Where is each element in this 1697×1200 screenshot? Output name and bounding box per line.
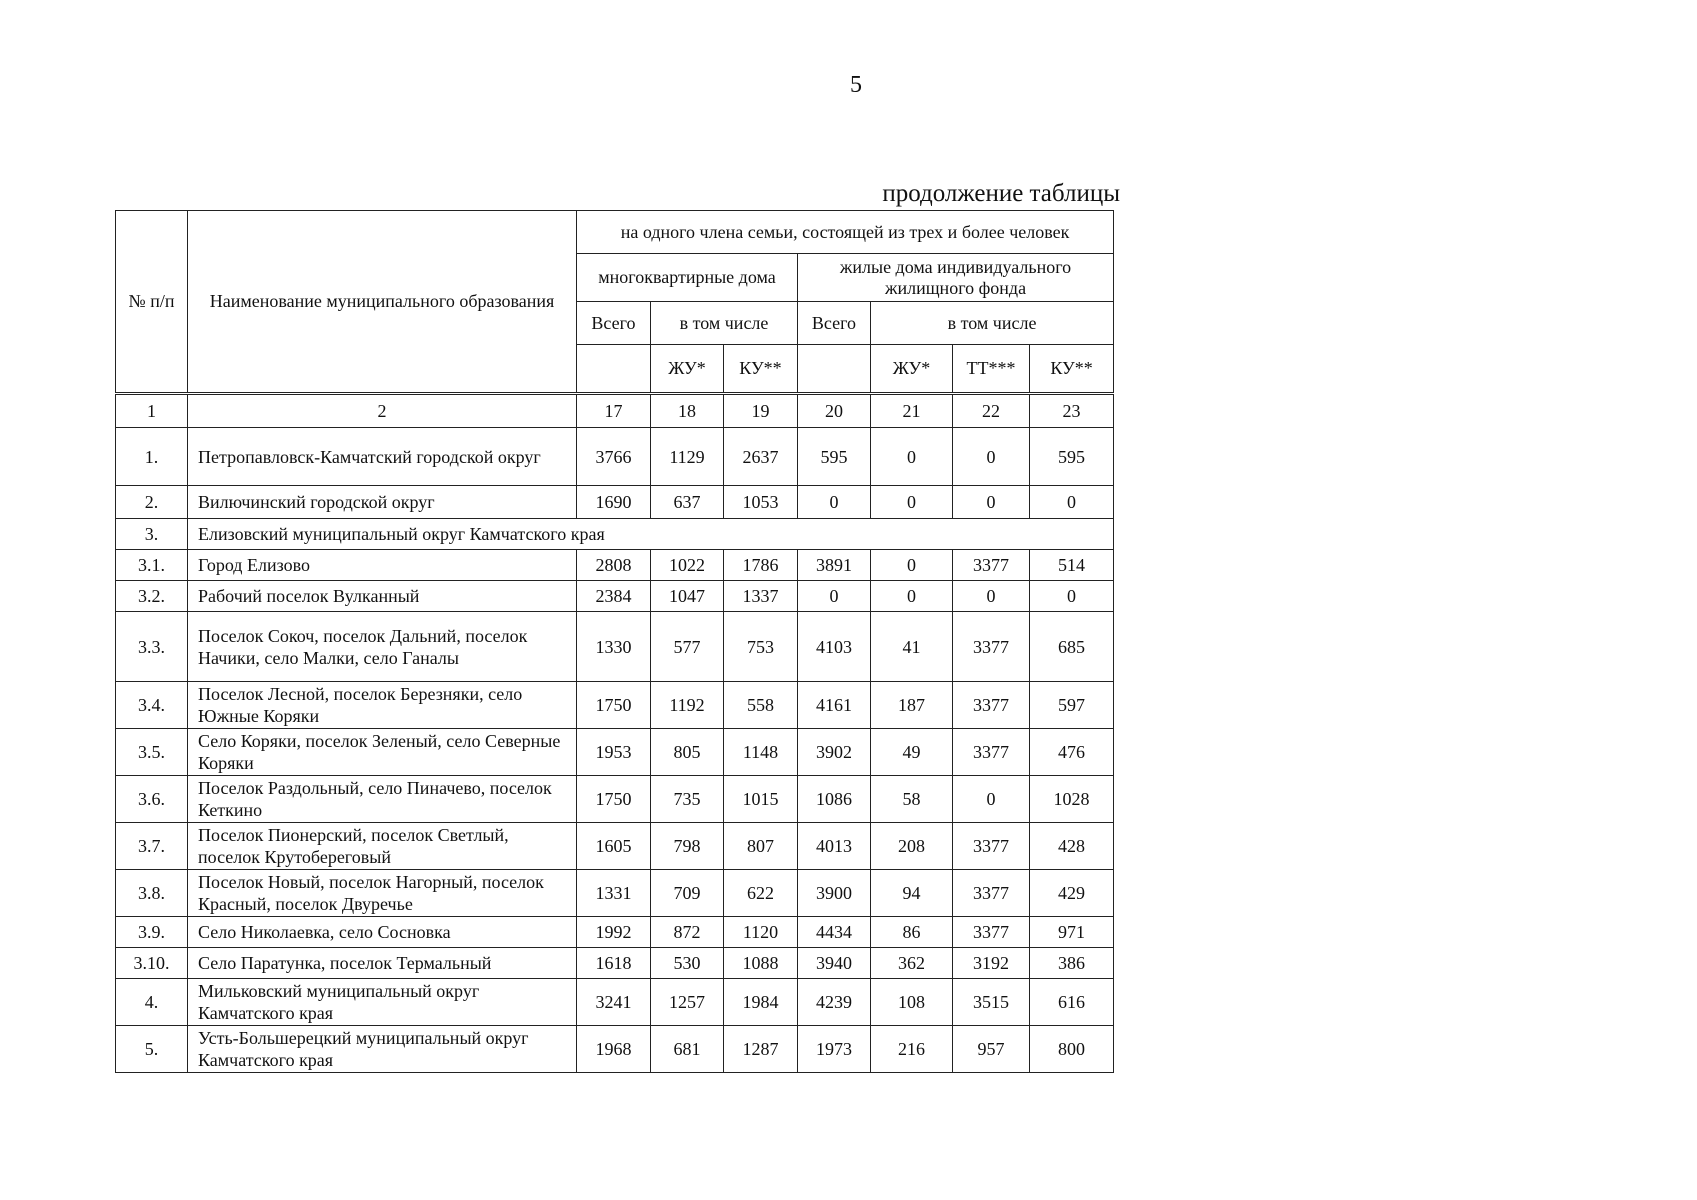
row-number: 3.8. [116,870,188,917]
row-number: 2. [116,486,188,519]
column-number: 20 [798,395,871,428]
value-cell: 0 [953,486,1030,519]
municipality-name: Село Коряки, поселок Зеленый, село Северные Коряки [188,729,577,776]
value-cell: 2384 [577,581,651,612]
value-cell: 3900 [798,870,871,917]
value-cell: 957 [953,1026,1030,1073]
municipality-name: Село Паратунка, поселок Термальный [188,948,577,979]
value-cell: 187 [871,682,953,729]
municipality-name: Поселок Раздольный, село Пиначево, поселок Кеткино [188,776,577,823]
value-cell: 514 [1030,550,1114,581]
value-cell: 616 [1030,979,1114,1026]
value-cell: 1330 [577,612,651,682]
value-cell: 1287 [724,1026,798,1073]
value-cell: 108 [871,979,953,1026]
value-cell: 1129 [651,428,724,486]
value-cell: 1786 [724,550,798,581]
value-cell: 94 [871,870,953,917]
municipality-name: Поселок Лесной, поселок Березняки, село Южные Коряки [188,682,577,729]
value-cell: 1047 [651,581,724,612]
table-row [116,917,1114,948]
header-ind-total: Всего [798,302,871,345]
value-cell: 1750 [577,682,651,729]
row-number: 3.2. [116,581,188,612]
value-cell: 807 [724,823,798,870]
value-cell: 3902 [798,729,871,776]
value-cell: 0 [871,550,953,581]
value-cell: 1192 [651,682,724,729]
value-cell: 476 [1030,729,1114,776]
municipality-name: Село Николаевка, село Сосновка [188,917,577,948]
table-row [116,581,1114,612]
value-cell: 558 [724,682,798,729]
value-cell: 1618 [577,948,651,979]
value-cell: 637 [651,486,724,519]
value-cell: 4013 [798,823,871,870]
column-number: 21 [871,395,953,428]
value-cell: 3241 [577,979,651,1026]
value-cell: 1331 [577,870,651,917]
value-cell: 685 [1030,612,1114,682]
value-cell: 1690 [577,486,651,519]
value-cell: 0 [798,581,871,612]
municipality-name: Петропавловск-Камчатский городской округ [188,428,577,486]
value-cell: 1120 [724,917,798,948]
value-cell: 2808 [577,550,651,581]
value-cell: 4103 [798,612,871,682]
value-cell: 1148 [724,729,798,776]
value-cell: 595 [1030,428,1114,486]
municipality-name: Город Елизово [188,550,577,581]
header-apt-zhu: ЖУ* [651,345,724,393]
data-table [115,394,1114,1073]
table-row [116,486,1114,519]
value-cell: 3377 [953,550,1030,581]
value-cell: 216 [871,1026,953,1073]
value-cell: 3377 [953,612,1030,682]
value-cell: 0 [953,581,1030,612]
value-cell: 0 [798,486,871,519]
value-cell: 0 [953,776,1030,823]
column-number: 2 [188,395,577,428]
header-ind-zhu: ЖУ* [871,345,953,393]
row-number: 3.4. [116,682,188,729]
table-row [116,870,1114,917]
header-ind-tt: ТТ*** [953,345,1030,393]
value-cell: 800 [1030,1026,1114,1073]
column-number: 19 [724,395,798,428]
value-cell: 0 [871,581,953,612]
value-cell: 872 [651,917,724,948]
value-cell: 530 [651,948,724,979]
municipality-name: Мильковский муниципальный округ Камчатского края [188,979,577,1026]
value-cell: 735 [651,776,724,823]
value-cell: 1088 [724,948,798,979]
section-name: Елизовский муниципальный округ Камчатского края [188,519,1114,550]
value-cell: 2637 [724,428,798,486]
value-cell: 3891 [798,550,871,581]
header-apartment-buildings: многоквартирные дома [577,254,798,302]
value-cell: 753 [724,612,798,682]
value-cell: 386 [1030,948,1114,979]
table-row [116,550,1114,581]
value-cell: 428 [1030,823,1114,870]
value-cell: 4161 [798,682,871,729]
value-cell: 3515 [953,979,1030,1026]
header-empty [798,345,871,393]
value-cell: 429 [1030,870,1114,917]
table-row [116,428,1114,486]
header-individual-houses: жилые дома индивидуального жилищного фонда [798,254,1114,302]
value-cell: 362 [871,948,953,979]
value-cell: 1015 [724,776,798,823]
table-row [116,1026,1114,1073]
municipality-name: Рабочий поселок Вулканный [188,581,577,612]
table-row [116,682,1114,729]
column-number: 17 [577,395,651,428]
value-cell: 0 [871,486,953,519]
value-cell: 709 [651,870,724,917]
value-cell: 1992 [577,917,651,948]
value-cell: 3377 [953,917,1030,948]
municipality-name: Вилючинский городской округ [188,486,577,519]
table-row [116,948,1114,979]
municipality-name: Поселок Сокоч, поселок Дальний, поселок Начики, село Малки, село Ганалы [188,612,577,682]
row-number: 5. [116,1026,188,1073]
column-number: 18 [651,395,724,428]
municipality-name: Поселок Новый, поселок Нагорный, поселок Красный, поселок Двуречье [188,870,577,917]
value-cell: 577 [651,612,724,682]
value-cell: 1337 [724,581,798,612]
value-cell: 1053 [724,486,798,519]
value-cell: 0 [1030,581,1114,612]
value-cell: 3377 [953,682,1030,729]
row-number: 3.6. [116,776,188,823]
row-number: 4. [116,979,188,1026]
header-apt-total: Всего [577,302,651,345]
value-cell: 1257 [651,979,724,1026]
column-number: 22 [953,395,1030,428]
value-cell: 3377 [953,729,1030,776]
column-number: 1 [116,395,188,428]
row-number: 3. [116,519,188,550]
value-cell: 0 [1030,486,1114,519]
value-cell: 681 [651,1026,724,1073]
header-apt-ku: КУ** [724,345,798,393]
table-row [116,823,1114,870]
table-row [116,612,1114,682]
value-cell: 1605 [577,823,651,870]
value-cell: 798 [651,823,724,870]
value-cell: 1022 [651,550,724,581]
row-number: 3.10. [116,948,188,979]
value-cell: 1984 [724,979,798,1026]
row-number: 3.5. [116,729,188,776]
value-cell: 1968 [577,1026,651,1073]
row-number: 3.7. [116,823,188,870]
value-cell: 1953 [577,729,651,776]
row-number: 3.3. [116,612,188,682]
value-cell: 3766 [577,428,651,486]
table-row [116,776,1114,823]
value-cell: 3940 [798,948,871,979]
value-cell: 597 [1030,682,1114,729]
table-row [116,519,1114,550]
table-row [116,979,1114,1026]
municipality-name: Усть-Большерецкий муниципальный округ Камчатского края [188,1026,577,1073]
value-cell: 971 [1030,917,1114,948]
header-ind-ku: КУ** [1030,345,1114,393]
value-cell: 208 [871,823,953,870]
table-caption: продолжение таблицы [882,180,1120,207]
value-cell: 3377 [953,823,1030,870]
municipality-name: Поселок Пионерский, поселок Светлый, поселок Крутобереговый [188,823,577,870]
header-name: Наименование муниципального образования [188,211,577,393]
value-cell: 1750 [577,776,651,823]
row-number: 3.9. [116,917,188,948]
value-cell: 3192 [953,948,1030,979]
value-cell: 622 [724,870,798,917]
value-cell: 58 [871,776,953,823]
value-cell: 86 [871,917,953,948]
header-empty [577,345,651,393]
header-group: на одного члена семьи, состоящей из трех и более человек [577,211,1114,254]
value-cell: 4239 [798,979,871,1026]
value-cell: 0 [953,428,1030,486]
value-cell: 41 [871,612,953,682]
page-number: 5 [850,72,862,98]
header-ind-including: в том числе [871,302,1114,345]
value-cell: 1086 [798,776,871,823]
value-cell: 49 [871,729,953,776]
value-cell: 595 [798,428,871,486]
table-row [116,729,1114,776]
row-number: 3.1. [116,550,188,581]
value-cell: 805 [651,729,724,776]
value-cell: 1028 [1030,776,1114,823]
value-cell: 4434 [798,917,871,948]
table-header [115,210,1114,393]
row-number: 1. [116,428,188,486]
header-apt-including: в том числе [651,302,798,345]
header-num: № п/п [116,211,188,393]
column-number: 23 [1030,395,1114,428]
value-cell: 0 [871,428,953,486]
value-cell: 1973 [798,1026,871,1073]
column-number-row [116,395,1114,428]
value-cell: 3377 [953,870,1030,917]
